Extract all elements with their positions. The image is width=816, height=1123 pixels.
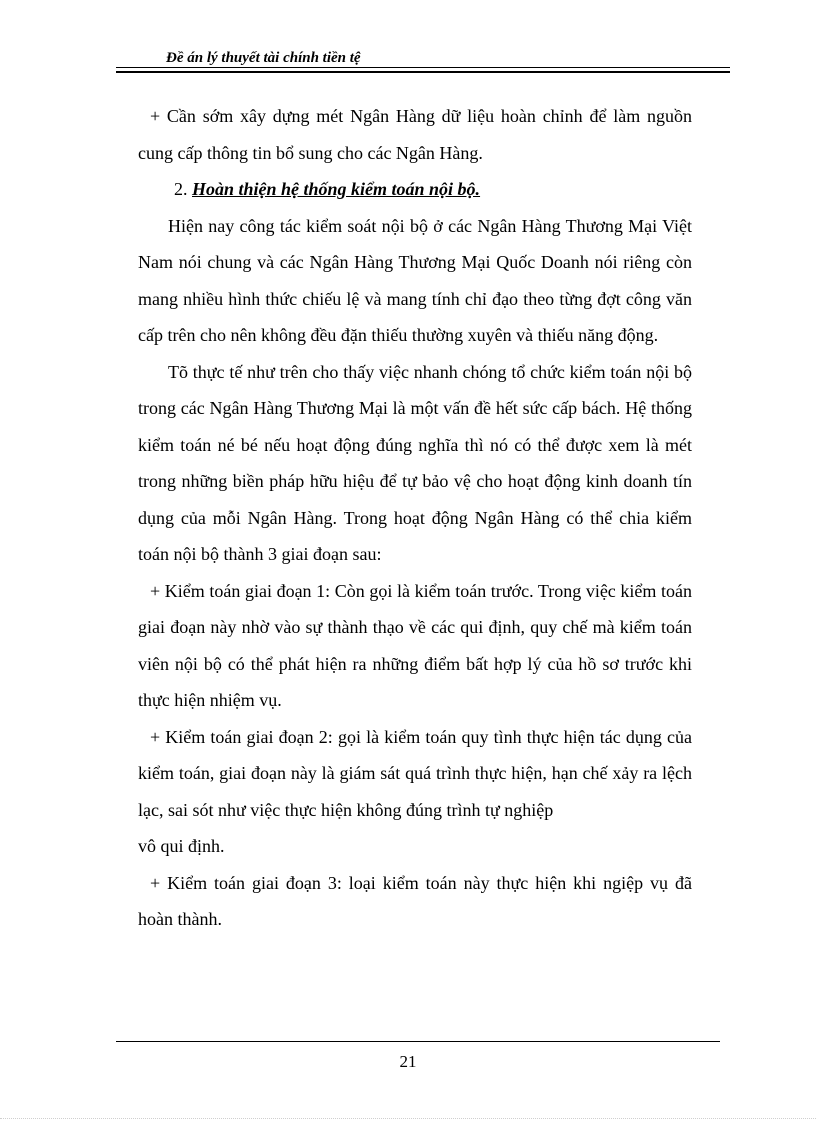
page-edge-divider <box>0 1118 816 1119</box>
paragraph-internal-audit: Tõ thực tế như trên cho thấy việc nhanh chóng tổ chức kiểm toán nội bộ trong các Ngân Hàng Thương Mại là một vấn đề hết sức cấp bách. Hệ thống kiểm toán né bé nếu hoạt động đúng nghĩa thì nó có thể được xem là mét trong những biền pháp hữu hiệu để tự bảo vệ cho hoạt động kinh doanh tín dụng của mỗi Ngân Hàng. Trong hoạt động Ngân Hàng có thể chia kiểm toán nội bộ thành 3 giai đoạn sau: <box>138 361 692 564</box>
page-number: 21 <box>399 1052 417 1071</box>
paragraph-current-situation: Hiện nay công tác kiểm soát nội bộ ở các Ngân Hàng Thương Mại Việt Nam nói chung và các Ngân Hàng Thương Mại Quốc Doanh nói riêng còn mang nhiều hình thức chiếu lệ và mang tính chỉ đạo theo từng đợt công văn cấp trên cho nên không đều đặn thiếu thường xuyên và thiếu năng động. <box>138 215 692 345</box>
body-text <box>138 98 692 938</box>
paragraph-audit-stage-2: + Kiểm toán giai đoạn 2: gọi là kiểm toán quy tình thực hiện tác dụng của kiểm toán, giai đoạn này là giám sát quá trình thực hiện, hạn chế xảy ra lệch lạc, sai sót như việc thực hiện không đúng trình tự nghiệp <box>138 726 692 820</box>
header-rule-thick <box>116 71 730 73</box>
section-title: Hoàn thiện hệ thống kiểm toán nội bộ. <box>192 179 481 199</box>
paragraph-data-bank: + Cần sớm xây dựng mét Ngân Hàng dữ liệu hoàn chỉnh để làm nguồn cung cấp thông tin bổ sung cho các Ngân Hàng. <box>138 106 692 163</box>
paragraph-audit-stage-2-continued: vô qui định. <box>138 836 225 856</box>
section-heading <box>138 171 692 208</box>
section-number: 2. <box>174 179 188 199</box>
footer-rule <box>116 1041 720 1042</box>
header-rule-thin <box>116 67 730 68</box>
paragraph-audit-stage-3: + Kiểm toán giai đoạn 3: loại kiểm toán này thực hiện khi ngiệp vụ đã hoàn thành. <box>138 872 692 929</box>
paragraph-audit-stage-1: + Kiểm toán giai đoạn 1: Còn gọi là kiểm toán trước. Trong việc kiểm toán giai đoạn này nhờ vào sự thành thạo về các qui định, quy chế mà kiểm toán viên nội bộ có thể phát hiện ra những điểm bất hợp lý của hồ sơ trước khi thực hiện nhiệm vụ. <box>138 580 692 710</box>
header-title: Đề án lý thuyết tài chính tiền tệ <box>166 50 361 66</box>
